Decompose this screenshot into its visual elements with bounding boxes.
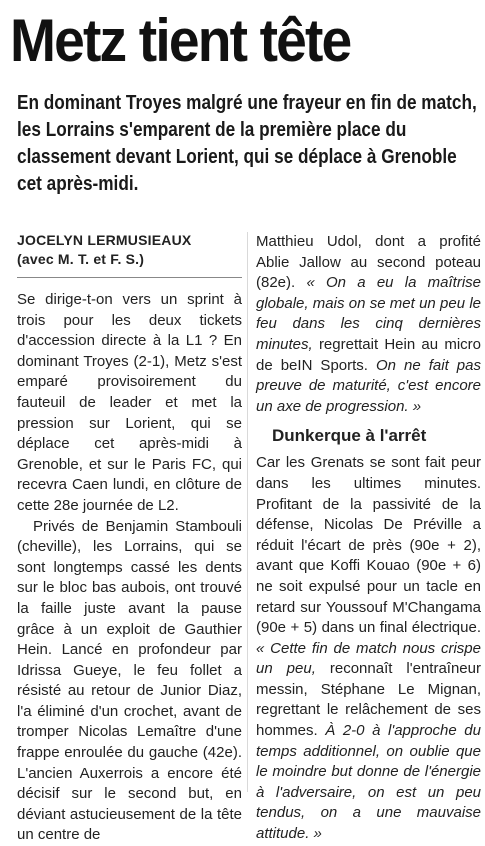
quote-attribution: reconnaît l'entraîneur messin, Stéphane Le Mignan, regrettant le relâchement de ses hommes.	[256, 660, 481, 740]
paragraph-text: Car les Grenats se sont fait peur dans les ultimes minutes. Profitant de la passivité de la défense, Nicolas De Préville a réduit l'écart de près (90e + 2), avant que Koffi Kouao (90e + 6) ne soit expulsé pour un tacle en retard sur Youssouf M'Changama (90e + 5) dans un final électrique.	[256, 454, 481, 637]
article-paragraph-2: Privés de Benjamin Stambouli (cheville), les Lorrains, qui se sont longtemps cassé les dents sur le bloc bas aubois, ont trouvé la faille juste avant la pause grâce à un exploit de Gauthier Hein. Lancé en profondeur par Idrissa Gueye, le feu follet a résisté au retour de Junior Diaz, l'a éliminé d'un crochet, avant de tromper Nicolas Lemaître d'une frappe enroulée du gauche (42e). L'ancien Auxerrois a encore été décisif sur le second but, en déviant astucieusement de la tête un centre de	[17, 517, 242, 844]
left-column	[17, 232, 242, 846]
right-column	[256, 232, 481, 845]
quote: « Cette fin de match nous crispe un peu,	[256, 639, 481, 678]
byline-author: JOCELYN LERMUSIEAUX	[17, 232, 192, 248]
byline-with: (avec M. T. et F. S.)	[17, 251, 145, 267]
subheading: Dunkerque à l'arrêt	[272, 426, 427, 446]
quote: On ne fait pas preuve de maturité, c'est encore un axe de progression. »	[256, 356, 481, 415]
quote: « On a eu la maîtrise globale, mais on se met un peu le feu dans les cinq dernières minutes,	[256, 274, 482, 353]
paragraph-text: Matthieu Udol, dont a profité Ablie Jallow au second poteau (82e).	[256, 233, 481, 292]
article-paragraph-1: Se dirige-t-on vers un sprint à trois pour les deux tickets d'accession directe à la L1 ? En dominant Troyes (2-1), Metz s'est emparé provisoirement du fauteuil de leader et met la pression sur Lorient, qui se déplace cet après-midi à Grenoble, et sur le Paris FC, qui recevra Caen lundi, en clôture de cette 28e journée de L2.	[17, 291, 242, 514]
quote-attribution: regrettait Hein au micro de beIN Sports.	[256, 335, 481, 374]
column-divider	[247, 232, 248, 792]
article-paragraph-3	[256, 232, 481, 417]
quote: À 2-0 à l'approche du temps additionnel, on oublie que le moindre but donne de l'énergie à l'adversaire, on est un peu tendus, on a une mauvaise attitude. »	[256, 722, 481, 843]
headline: Metz tient tête	[10, 7, 351, 74]
deck: En dominant Troyes malgré une frayeur en fin de match, les Lorrains s'emparent de la première place du classement devant Lorient, qui se déplace à Grenoble cet après-midi.	[17, 92, 477, 195]
byline-rule	[17, 277, 242, 278]
article-paragraph-4	[256, 453, 481, 844]
